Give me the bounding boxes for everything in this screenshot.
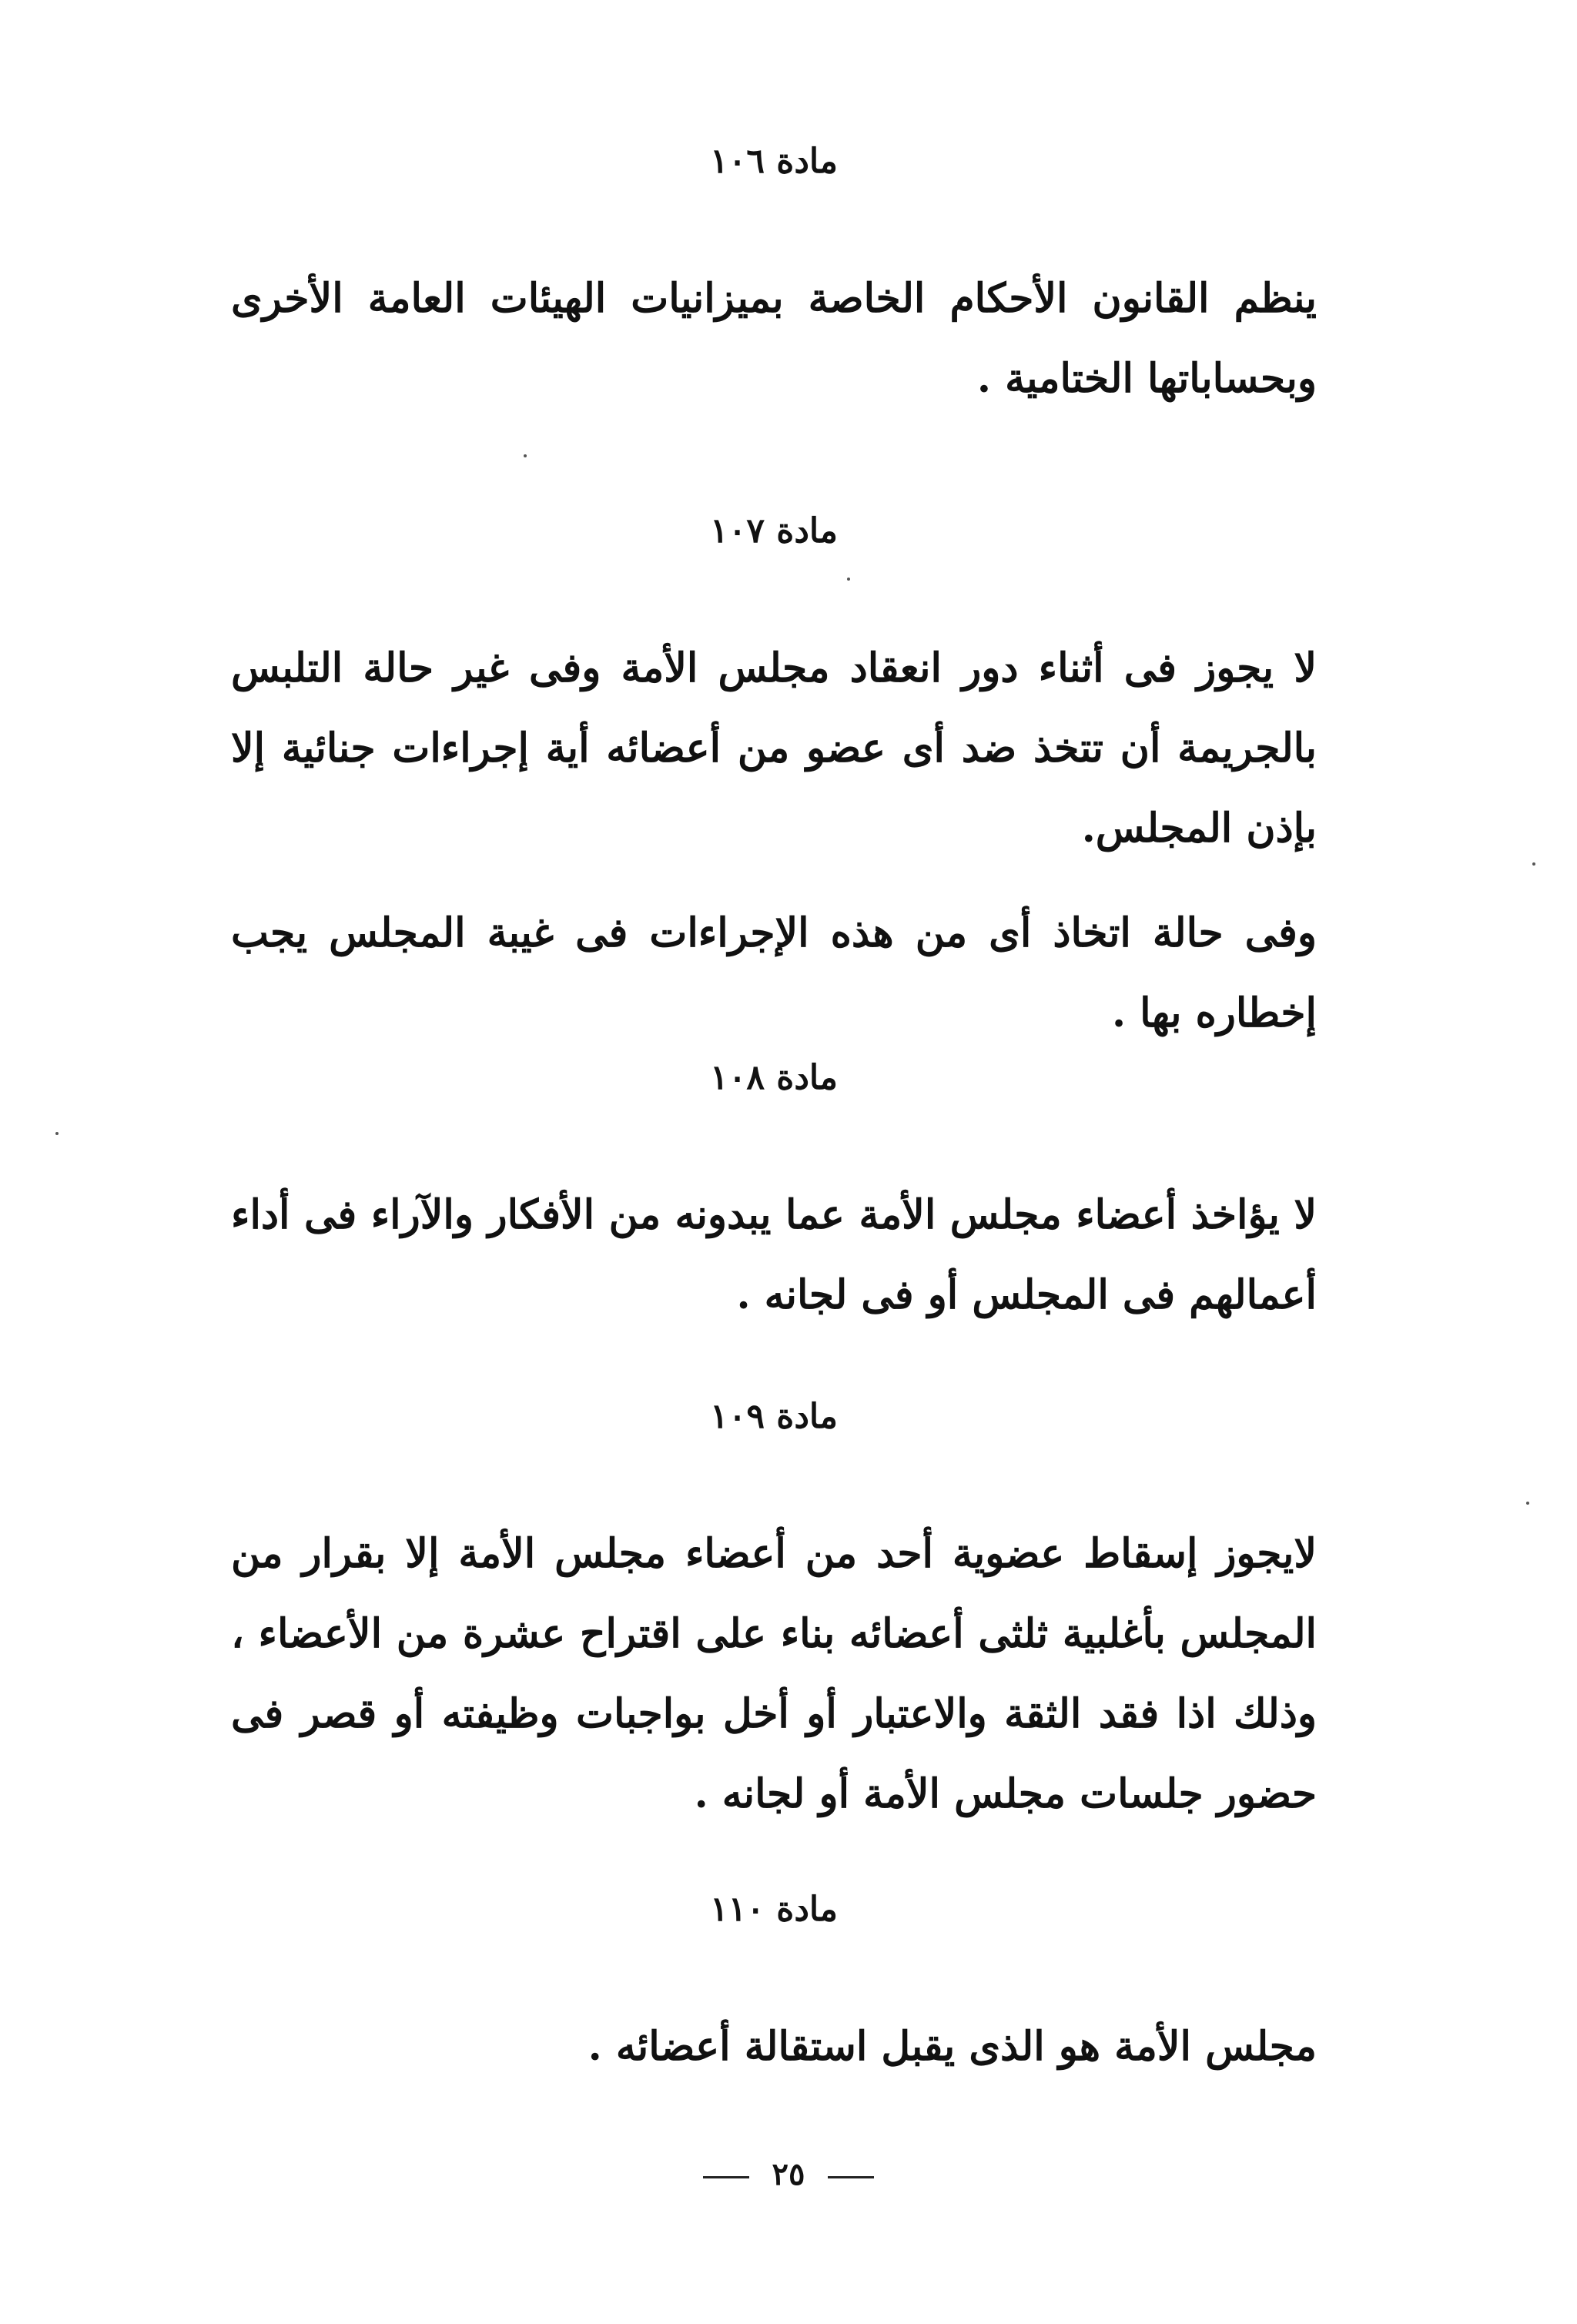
article-106 [231,139,1317,419]
article-heading: مادة ١٠٧ [710,511,838,551]
dash-left [828,2176,874,2178]
article-paragraph: مجلس الأمة هو الذى يقبل استقالة أعضائه . [588,2023,1317,2070]
scan-speck [524,454,527,457]
scan-speck [1532,862,1535,866]
scan-speck [1526,1502,1529,1505]
dash-right [703,2176,749,2178]
page-number-footer [0,2156,1577,2192]
article-110 [231,1887,1317,2087]
article-heading: مادة ١٠٨ [710,1058,838,1097]
scan-speck [55,1132,59,1135]
article-107 [231,508,1317,1053]
article-109 [231,1394,1317,1834]
article-paragraph: ينظم القانون الأحكام الخاصة بميزانيات الهيئات العامة الأخرى وبحساباتها الختامية . [231,275,1317,402]
scan-speck [847,578,850,581]
article-paragraph: لا يجوز فى أثناء دور انعقاد مجلس الأمة وفى غير حالة التلبس بالجريمة أن تتخذ ضد أى عضو من أعضائه أية إجراءات جنائية إلا بإذن المجلس. [231,645,1317,852]
article-heading: مادة ١١٠ [710,1890,838,1929]
article-heading: مادة ١٠٦ [710,142,838,181]
article-paragraph: وفى حالة اتخاذ أى من هذه الإجراءات فى غيبة المجلس يجب إخطاره بها . [231,909,1317,1036]
article-paragraph: لا يؤاخذ أعضاء مجلس الأمة عما يبدونه من الأفكار والآراء فى أداء أعمالهم فى المجلس أو فى لجانه . [231,1191,1317,1318]
article-paragraph: لايجوز إسقاط عضوية أحد من أعضاء مجلس الأمة إلا بقرار من المجلس بأغلبية ثلثى أعضائه بناء على اقتراح عشرة من الأعضاء ، وذلك اذا فقد الثقة والاعتبار أو أخل بواجبات وظيفته أو قصر فى حضور جلسات مجلس الأمة أو لجانه . [231,1530,1317,1817]
page-number: ٢٥ [772,2156,805,2192]
article-108 [231,1055,1317,1335]
article-heading: مادة ١٠٩ [710,1397,838,1436]
